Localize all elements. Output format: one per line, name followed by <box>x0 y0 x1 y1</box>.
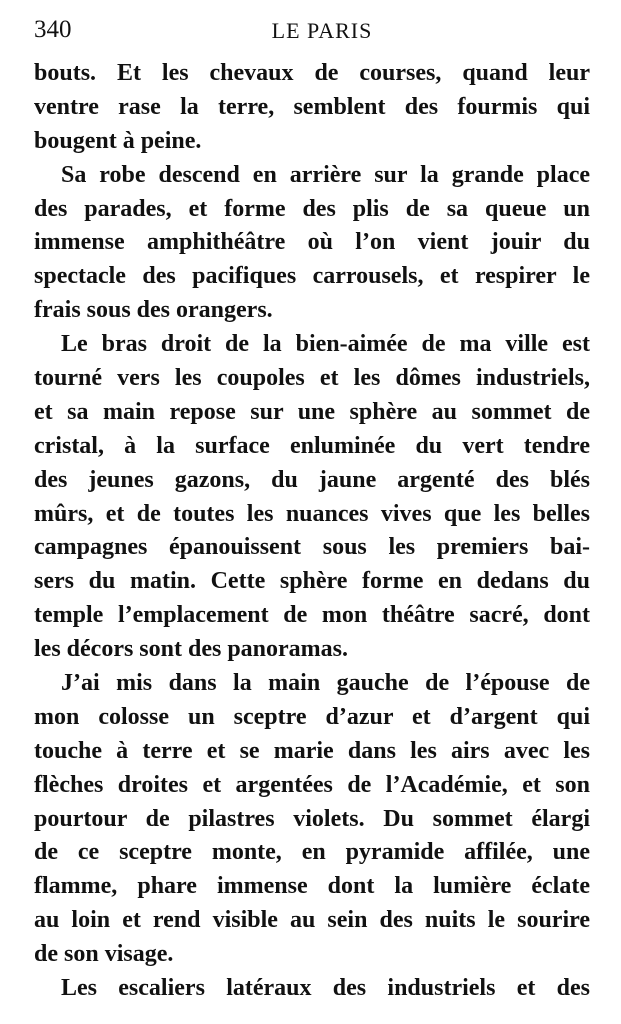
text-line: tourné vers les coupoles et les dômes industriels, <box>34 365 590 392</box>
text-line: Sa robe descend en arrière sur la grande place <box>61 161 590 188</box>
text-line: Le bras droit de la bien-aimée de ma ville est <box>61 331 590 358</box>
text-line: J’ai mis dans la main gauche de l’épouse de <box>61 670 590 697</box>
text-line: temple l’emplacement de mon théâtre sacré, dont <box>34 602 590 629</box>
text-line: sers du matin. Cette sphère forme en dedans du <box>34 568 590 595</box>
text-line: et sa main repose sur une sphère au sommet de <box>34 398 590 425</box>
page-header <box>34 16 590 56</box>
text-line: de son visage. <box>34 941 174 968</box>
text-line: des parades, et forme des plis de sa queue un <box>34 195 590 222</box>
text-line: Les escaliers latéraux des industriels et des <box>61 975 590 1002</box>
text-line: au loin et rend visible au sein des nuits le sourire <box>34 907 590 934</box>
text-line: frais sous des orangers. <box>34 297 273 324</box>
text-line: mon colosse un sceptre d’azur et d’argent qui <box>34 703 590 730</box>
text-line: les décors sont des panoramas. <box>34 636 349 663</box>
text-line: des jeunes gazons, du jaune argenté des blés <box>34 466 590 493</box>
text-line: spectacle des pacifiques carrousels, et respirer le <box>34 263 590 290</box>
text-line: de ce sceptre monte, en pyramide affilée, une <box>34 839 590 866</box>
text-line: ventre rase la terre, semblent des fourmis qui <box>34 93 590 120</box>
running-title: LE PARIS <box>271 18 373 43</box>
text-line: touche à terre et se marie dans les airs avec les <box>34 737 590 764</box>
text-line: mûrs, et de toutes les nuances vives que les belles <box>34 500 590 527</box>
text-line: pourtour de pilastres violets. Du sommet élargi <box>34 805 590 832</box>
text-line: flèches droites et argentées de l’Académie, et son <box>34 771 590 798</box>
text-line: bougent à peine. <box>34 127 202 154</box>
text-line: flamme, phare immense dont la lumière éclate <box>34 873 590 900</box>
text-line: immense amphithéâtre où l’on vient jouir du <box>34 229 590 256</box>
page-number: 340 <box>34 16 72 43</box>
text-line: bouts. Et les chevaux de courses, quand leur <box>34 60 590 86</box>
body-text <box>34 57 590 1006</box>
text-line: campagnes épanouissent sous les premiers bai- <box>34 534 590 561</box>
text-line: cristal, à la surface enluminée du vert tendre <box>34 432 590 459</box>
